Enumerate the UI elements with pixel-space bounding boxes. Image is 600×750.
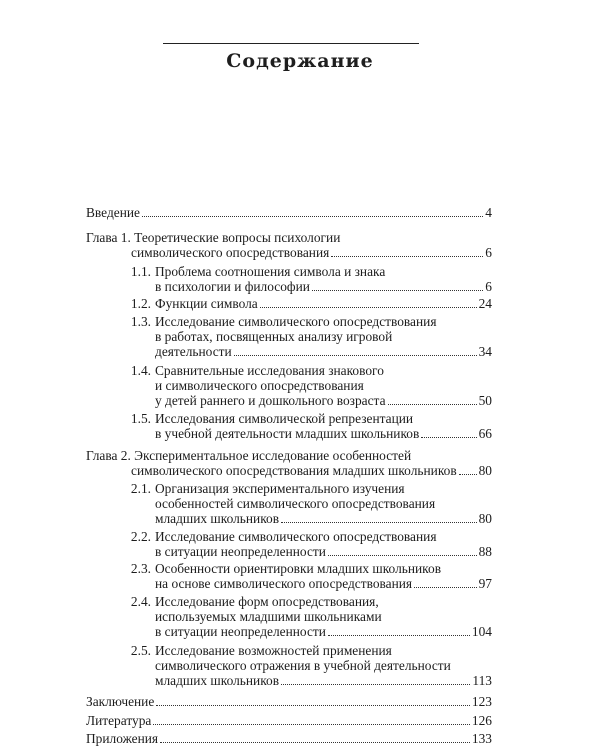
toc-page-number: 97	[478, 576, 492, 591]
toc-entry-appendix[interactable]	[86, 731, 492, 747]
toc-entry-section-1-5[interactable]	[155, 426, 492, 442]
toc-entry-chapter-2[interactable]	[131, 463, 492, 479]
section-2-5-line-3: младших школьников	[155, 673, 280, 688]
chapter-2-title-line-1[interactable]: Глава 2. Экспериментальное исследование особенностей	[86, 448, 412, 463]
toc-entry-section-2-4[interactable]	[155, 624, 492, 640]
dot-leader	[153, 724, 470, 725]
toc-page-number: 4	[485, 205, 492, 220]
section-1-3-line-1[interactable]: Исследование символического опосредствования	[155, 314, 437, 329]
toc-entry-title: Литература	[86, 713, 152, 728]
toc-entry-chapter-1[interactable]	[131, 245, 492, 261]
section-number: 1.1.	[130, 264, 151, 279]
dot-leader	[160, 742, 470, 743]
section-number: 1.5.	[130, 411, 151, 426]
chapter-2-title-line-2: символического опосредствования младших школьников	[131, 463, 457, 478]
toc-page-number: 126	[471, 713, 492, 728]
chapter-1-title-line-1[interactable]: Глава 1. Теоретические вопросы психологии	[86, 230, 341, 245]
section-1-5-line-2: в учебной деятельности младших школьников	[155, 426, 420, 441]
toc-entry-section-2-1[interactable]	[155, 511, 492, 527]
dot-leader	[328, 635, 470, 636]
toc-entry-conclusion[interactable]	[86, 694, 492, 710]
toc-entry-title: Введение	[86, 205, 140, 220]
section-number: 2.4.	[130, 594, 151, 609]
toc-page-number: 133	[471, 731, 492, 746]
section-1-3-line-3: деятельности	[155, 344, 232, 359]
section-2-1-line-1[interactable]: Организация экспериментального изучения	[155, 481, 405, 496]
section-2-4-line-1[interactable]: Исследование форм опосредствования,	[155, 594, 379, 609]
toc-entry-section-1-3[interactable]	[155, 344, 492, 360]
section-1-4-line-3: у детей раннего и дошкольного возраста	[155, 393, 386, 408]
toc-page-number: 6	[485, 245, 492, 260]
toc-entry-literature[interactable]	[86, 713, 492, 729]
dot-leader	[156, 705, 470, 706]
section-1-4-line-1[interactable]: Сравнительные исследования знакового	[155, 363, 384, 378]
toc-page-number: 123	[471, 694, 492, 709]
toc-entry-section-1-1[interactable]	[155, 279, 492, 295]
toc-entry-title: Заключение	[86, 694, 155, 709]
toc-page-number: 80	[478, 511, 492, 526]
section-1-2-line-1: Функции символа	[155, 296, 258, 311]
toc-page-number: 113	[472, 673, 492, 688]
section-1-4-line-2[interactable]: и символического опосредствования	[155, 378, 364, 393]
toc-page-number: 88	[478, 544, 492, 559]
dot-leader	[234, 355, 477, 356]
contents-heading: Содержание	[226, 50, 374, 72]
dot-leader	[388, 404, 477, 405]
chapter-1-title-line-2: символического опосредствования	[131, 245, 330, 260]
section-number: 2.3.	[130, 561, 151, 576]
section-number: 1.4.	[130, 363, 151, 378]
section-2-5-line-1[interactable]: Исследование возможностей применения	[155, 643, 392, 658]
section-2-2-line-2: в ситуации неопределенности	[155, 544, 326, 559]
dot-leader	[414, 587, 477, 588]
toc-page-number: 24	[478, 296, 492, 311]
section-number: 2.1.	[130, 481, 151, 496]
dot-leader	[142, 216, 483, 217]
section-2-1-line-2[interactable]: особенностей символического опосредствования	[155, 496, 436, 511]
toc-entry-section-1-2[interactable]	[155, 296, 492, 312]
section-number: 2.2.	[130, 529, 151, 544]
dot-leader	[421, 437, 476, 438]
toc-entry-section-2-2[interactable]	[155, 544, 492, 560]
toc-page-number: 34	[478, 344, 492, 359]
dot-leader	[260, 307, 477, 308]
toc-entry-section-2-3[interactable]	[155, 576, 492, 592]
section-2-4-line-2[interactable]: используемых младшими школьниками	[155, 609, 382, 624]
section-1-3-line-2[interactable]: в работах, посвященных анализу игровой	[155, 329, 393, 344]
dot-leader	[312, 290, 483, 291]
toc-page-number: 6	[485, 279, 492, 294]
section-number: 1.2.	[130, 296, 151, 311]
section-2-5-line-2[interactable]: символического отражения в учебной деятельности	[155, 658, 451, 673]
toc-page-number: 104	[471, 624, 492, 639]
dot-leader	[328, 555, 477, 556]
toc-entry-section-2-5[interactable]	[155, 673, 492, 689]
toc-page-number: 66	[478, 426, 492, 441]
section-1-1-line-2: в психологии и философии	[155, 279, 310, 294]
toc-page-number: 50	[478, 393, 492, 408]
section-2-4-line-3: в ситуации неопределенности	[155, 624, 326, 639]
toc-entry-section-1-4[interactable]	[155, 393, 492, 409]
toc-entry-title: Приложения	[86, 731, 159, 746]
dot-leader	[281, 522, 477, 523]
toc-entry-introduction[interactable]	[86, 205, 492, 221]
section-1-5-line-1[interactable]: Исследования символической репрезентации	[155, 411, 414, 426]
section-2-3-line-2: на основе символического опосредствования	[155, 576, 413, 591]
dot-leader	[459, 474, 477, 475]
dot-leader	[331, 256, 483, 257]
section-number: 2.5.	[130, 643, 151, 658]
section-2-2-line-1[interactable]: Исследование символического опосредствования	[155, 529, 437, 544]
section-1-1-line-1[interactable]: Проблема соотношения символа и знака	[155, 264, 386, 279]
dot-leader	[281, 684, 470, 685]
toc-page-number: 80	[478, 463, 492, 478]
section-2-3-line-1[interactable]: Особенности ориентировки младших школьников	[155, 561, 442, 576]
section-2-1-line-3: младших школьников	[155, 511, 280, 526]
section-number: 1.3.	[130, 314, 151, 329]
